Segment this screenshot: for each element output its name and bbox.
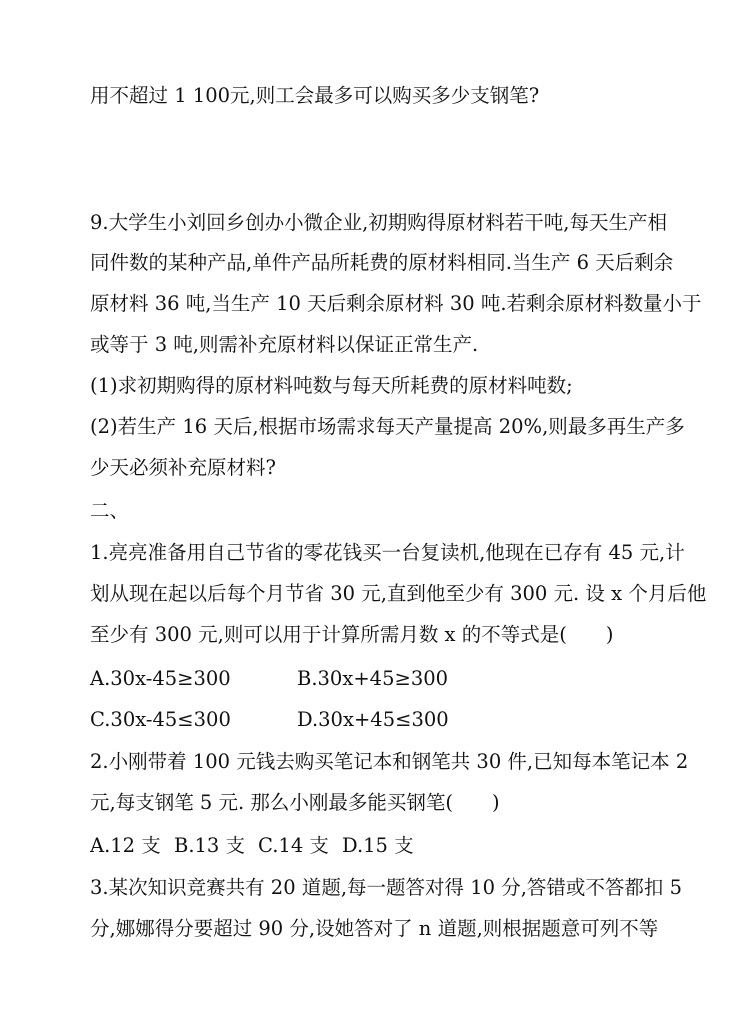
question-1-option-a: A.30x-45≥300 (90, 667, 231, 690)
question-9-line-2: 同件数的某种产品,单件产品所耗费的原材料相同.当生产 6 天后剩余 (90, 251, 674, 274)
question-1-line-3: 至少有 300 元,则可以用于计算所需月数 x 的不等式是( ) (90, 623, 614, 646)
question-2-line-1: 2.小刚带着 100 元钱去购买笔记本和钢笔共 30 件,已知每本笔记本 2 (90, 750, 689, 773)
section-heading: 二、 (90, 499, 130, 522)
question-9-part-1: (1)求初期购得的原材料吨数与每天所耗费的原材料吨数; (90, 374, 573, 397)
question-1-line-2: 划从现在起以后每个月节省 30 元,直到他至少有 300 元. 设 x 个月后他 (90, 582, 707, 605)
continuation-line: 用不超过 1 100元,则工会最多可以购买多少支钢笔? (90, 84, 540, 107)
question-9-part-2-line-2: 少天必须补充原材料? (90, 456, 276, 479)
question-1-option-b: B.30x+45≥300 (297, 667, 449, 690)
question-9-line-3: 原材料 36 吨,当生产 10 天后剩余原材料 30 吨.若剩余原材料数量小于 (90, 292, 702, 315)
question-1-option-c: C.30x-45≤300 (90, 708, 231, 731)
question-2-option-a: A.12 支 (90, 834, 161, 857)
question-9-line-1: 9.大学生小刘回乡创办小微企业,初期购得原材料若干吨,每天生产相 (90, 211, 668, 234)
question-9-part-2-line-1: (2)若生产 16 天后,根据市场需求每天产量提高 20%,则最多再生产多 (90, 415, 685, 438)
question-1-option-d: D.30x+45≤300 (297, 708, 449, 731)
question-2-option-d: D.15 支 (342, 834, 414, 857)
question-9-line-4: 或等于 3 吨,则需补充原材料以保证正常生产. (90, 333, 479, 356)
question-3-line-2: 分,娜娜得分要超过 90 分,设她答对了 n 道题,则根据题意可列不等 (90, 917, 659, 940)
question-2-line-2: 元,每支钢笔 5 元. 那么小刚最多能买钢笔( ) (90, 791, 500, 814)
question-1-line-1: 1.亮亮准备用自己节省的零花钱买一台复读机,他现在已存有 45 元,计 (90, 541, 685, 564)
question-3-line-1: 3.某次知识竞赛共有 20 道题,每一题答对得 10 分,答错或不答都扣 5 (90, 876, 683, 899)
question-2-option-c: C.14 支 (258, 834, 329, 857)
question-2-option-b: B.13 支 (174, 834, 246, 857)
